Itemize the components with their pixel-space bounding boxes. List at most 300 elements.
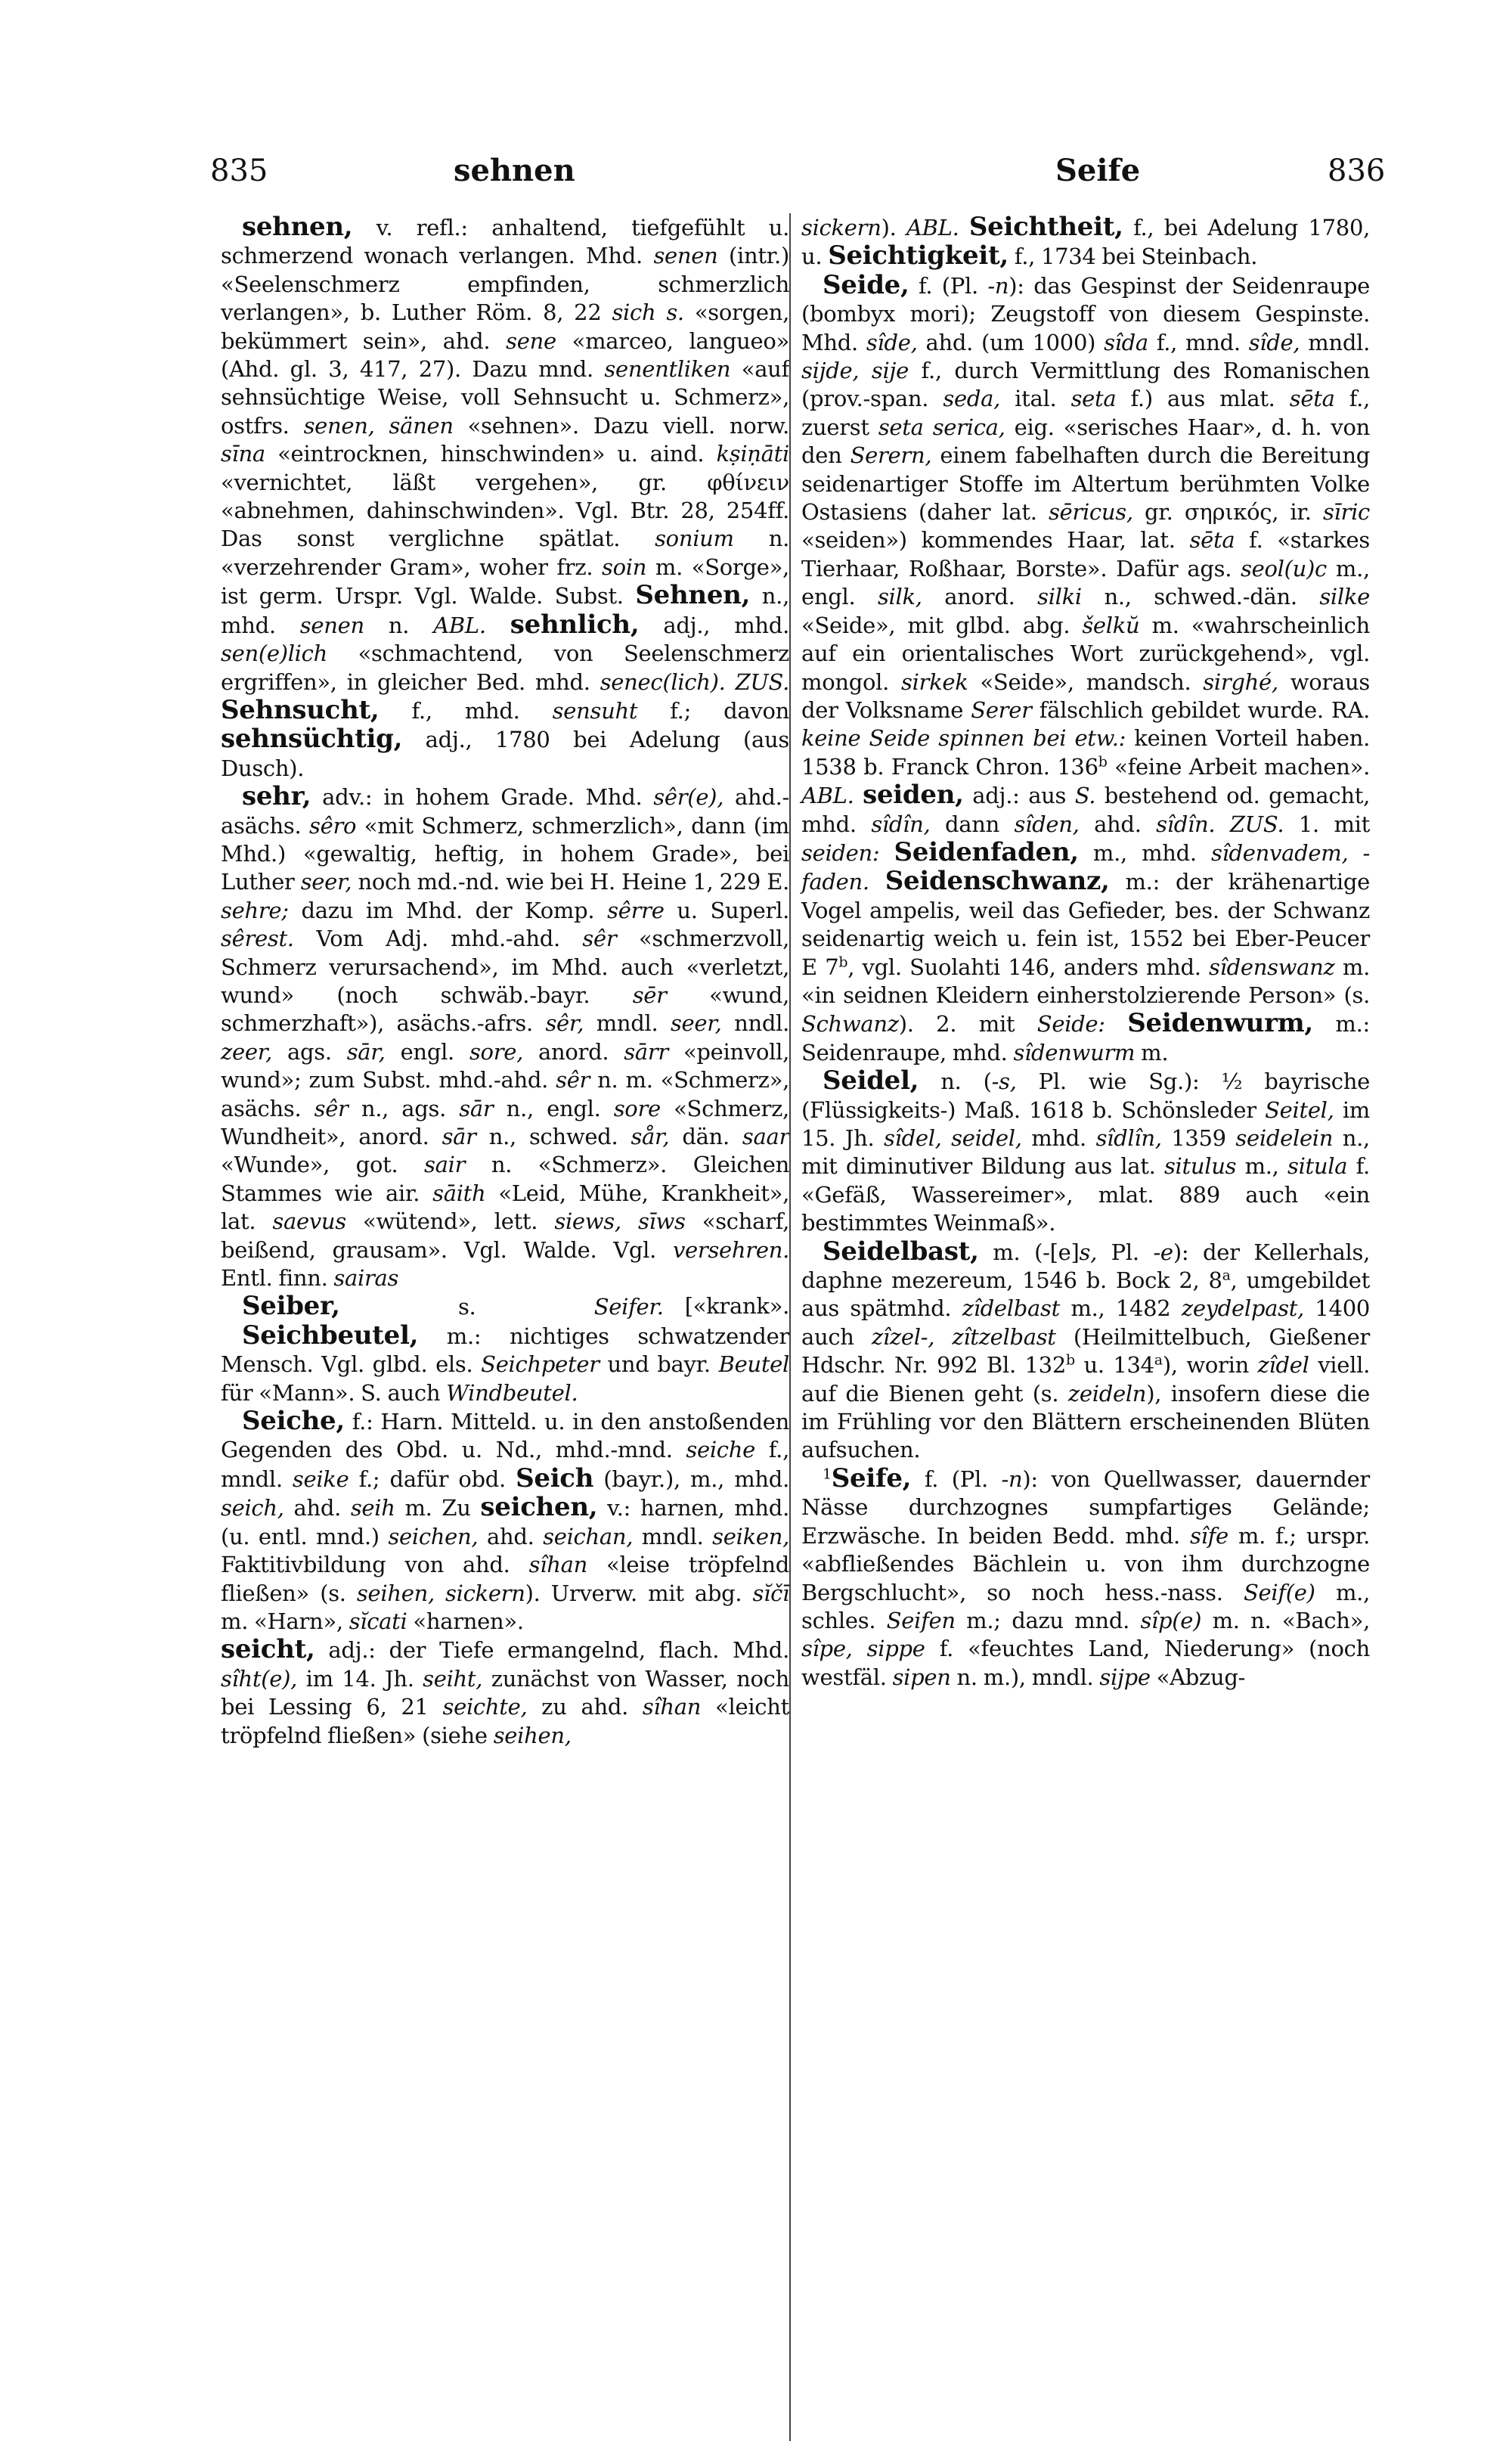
italic-term: sêrre xyxy=(607,897,665,923)
italic-term: ZUS. xyxy=(1229,811,1284,837)
entry-text: «sehnen». Dazu viell. norw. xyxy=(453,412,789,439)
entry-text: mhd. xyxy=(1021,1125,1096,1151)
entry-text: «Abzug- xyxy=(1150,1664,1246,1690)
entry-text: «auf sehnsüchtige Weise, voll Sehnsucht u. Schmerz», ostfrs. xyxy=(221,356,789,439)
italic-term: seichan, xyxy=(543,1523,634,1549)
italic-term: -e xyxy=(1153,1239,1173,1265)
entry-text: dän. xyxy=(669,1124,742,1149)
entry-text xyxy=(869,869,885,895)
entry-text: f. «starkes Tierhaar, Roßhaar, Borste». Dafür ags. xyxy=(801,527,1370,582)
entry-text: «harnen». xyxy=(407,1608,524,1634)
italic-term: seichte, xyxy=(442,1694,528,1720)
entry-text: , vgl. Suolahti 146, anders mhd. xyxy=(847,954,1210,980)
entry-text: «leise tröpfelnd fließen» (s. xyxy=(221,1552,789,1606)
italic-term: sîda xyxy=(1104,329,1148,355)
entry-text: mndl. xyxy=(584,1010,671,1037)
italic-term: ZUS. xyxy=(735,668,790,695)
superscript: a xyxy=(1222,1267,1231,1284)
entry-text: v.: harnen, mhd. (u. entl. mnd.) xyxy=(221,1495,789,1549)
italic-term: senec(lich). xyxy=(600,668,726,695)
entry-text: f., bei Adelung 1780, u. xyxy=(801,215,1371,270)
italic-term: seta serica, xyxy=(878,414,1005,440)
entry-text: f.; dafür obd. xyxy=(349,1466,516,1492)
entry-text: n. «verzehrender Gram», woher frz. xyxy=(221,526,789,580)
entry-text: noch md.-nd. wie bei H. Heine 1, 229 E. xyxy=(352,869,789,895)
italic-term: sĭčī xyxy=(752,1580,790,1606)
headword: Seidel, xyxy=(823,1065,919,1096)
entry-text: f., 1734 bei Steinbach. xyxy=(1008,243,1258,270)
italic-term: sore, xyxy=(469,1038,524,1065)
italic-term: -n xyxy=(987,272,1009,299)
italic-term: zeydelpast, xyxy=(1181,1295,1304,1322)
entry-seiche xyxy=(221,1407,789,1636)
entry-text: «vernichtet, läßt vergehen», gr. φθίνειν «abnehmen, dahinschwinden». Vgl. Btr. 28, 254ff. Das sonst verglichne spätlat. xyxy=(221,469,789,552)
italic-term: saevus xyxy=(272,1208,346,1235)
italic-term: senen xyxy=(653,243,718,269)
italic-term: Seitel, xyxy=(1265,1096,1334,1123)
entry-text: adj.: aus xyxy=(963,783,1075,809)
entry-text: m. «in seidnen Kleidern einherstolzierende Person» (s. xyxy=(801,954,1370,1008)
right-column xyxy=(801,213,1370,1692)
entry-text: , umgebildet aus spätmhd. xyxy=(801,1267,1370,1322)
entry-seide xyxy=(801,271,1370,1067)
italic-term: saar xyxy=(742,1124,790,1149)
entry-text: «Schmerz, Wundheit», anord. xyxy=(221,1095,789,1149)
entry-text: «wütend», lett. xyxy=(345,1208,555,1235)
italic-term: sêrest. xyxy=(221,926,294,952)
italic-term: sîde, xyxy=(866,329,918,355)
italic-term: seda, xyxy=(943,386,1000,412)
headword: seiden, xyxy=(863,780,964,811)
italic-term: silke xyxy=(1319,584,1370,610)
headword: sehnsüchtig, xyxy=(221,724,403,755)
entry-text: s. xyxy=(339,1294,594,1320)
italic-term: sîden, xyxy=(1014,811,1080,837)
headword: Seichtigkeit, xyxy=(828,240,1009,271)
italic-term: seiden: xyxy=(801,839,880,866)
italic-term: sîdenwurm xyxy=(1013,1039,1136,1065)
italic-term: seiche xyxy=(686,1437,755,1463)
entry-text xyxy=(854,783,863,808)
italic-term: -s, xyxy=(991,1069,1017,1095)
italic-term: sĭcati xyxy=(349,1608,407,1634)
italic-term: sîdenswanz xyxy=(1209,954,1335,980)
entry-text: n. xyxy=(364,612,434,638)
entry-text: n. m. «Schmerz», asächs. xyxy=(221,1067,789,1121)
italic-term: Windbeutel. xyxy=(446,1379,578,1406)
entry-text: m.: der krähenartige Vogel ampelis, weil das Gefieder, bes. der Schwanz seidenartig weich u. fein ist, 1552 bei Eber-Peucer E 7 xyxy=(801,869,1371,980)
entry-text: engl. xyxy=(385,1038,469,1065)
entry-text: (bayr.), m., mhd. xyxy=(593,1466,789,1492)
entry-text: u. Superl. xyxy=(664,897,789,923)
entry-text: ): das Gespinst der Seidenraupe (bombyx mori); Zeugstoff von diesem Gespinste. Mhd. xyxy=(801,272,1370,355)
entry-text: nndl. xyxy=(721,1010,789,1037)
entry-text: «Seide», mandsch. xyxy=(968,668,1204,695)
italic-term: sêr xyxy=(582,926,617,952)
italic-term: seta xyxy=(1070,386,1117,412)
entry-text: ): von Quellwasser, dauernder Nässe durchzognes sumpfartiges Gelände; Erzwäsche. In beiden Bedd. mhd. xyxy=(801,1466,1370,1549)
entry-text: m., mhd. xyxy=(1078,839,1211,866)
italic-term: seidelein xyxy=(1235,1125,1334,1151)
entry-text: Pl. xyxy=(1097,1239,1154,1265)
entry-text: ahd.-asächs. xyxy=(221,784,790,839)
italic-term: seer, xyxy=(670,1010,722,1037)
headword: sehnen, xyxy=(242,212,353,242)
italic-term: Schwanz xyxy=(801,1011,899,1038)
entry-text: ), insofern diese die im Frühling vor den Blättern erscheinenden Blüten aufsuchen. xyxy=(801,1380,1370,1463)
entry-text: m.: Seidenraupe, mhd. xyxy=(801,1011,1370,1065)
page-number-right: 836 xyxy=(1328,154,1386,188)
headword: Seiche, xyxy=(242,1406,345,1437)
entry-text: m. (-[e] xyxy=(978,1239,1080,1265)
italic-term: siews, sīws xyxy=(554,1208,686,1235)
italic-term: sairas xyxy=(333,1265,399,1292)
italic-term: ABL. xyxy=(906,215,959,240)
entry-text: «scharf, beißend, grausam». Vgl. Walde. Vgl. xyxy=(221,1208,789,1263)
entry-text: m. xyxy=(1135,1039,1169,1065)
italic-term: situlus xyxy=(1163,1153,1237,1180)
entry-text: n., schwed.-dän. xyxy=(1081,584,1320,610)
italic-term: s, xyxy=(1079,1239,1097,1265)
entry-text: m., engl. xyxy=(801,555,1370,610)
entry-text: f. (Pl. xyxy=(911,1466,1002,1492)
italic-term: sîdîn. xyxy=(1156,811,1216,837)
italic-term: sich s. xyxy=(612,299,684,326)
italic-term: sîfe xyxy=(1190,1522,1228,1549)
superscript: b xyxy=(1065,1351,1075,1369)
entry-text: f.; davon xyxy=(637,697,789,724)
entry-text: m. «wahrscheinlich auf ein orientalisches Wort zurückgehend», vgl. mongol. xyxy=(801,612,1370,695)
entry-text: ahd. xyxy=(478,1523,544,1549)
entry-text: n. m.), mndl. xyxy=(950,1664,1100,1690)
entry-text xyxy=(1105,1011,1128,1037)
italic-term: Seifer. xyxy=(593,1294,664,1320)
italic-term: silki xyxy=(1037,584,1082,610)
entry-seidelbast xyxy=(801,1238,1370,1465)
italic-term: šelkŭ xyxy=(1082,612,1140,638)
italic-term: seih xyxy=(350,1495,395,1521)
italic-term: sêr(e), xyxy=(653,784,724,811)
headword: Seidenwurm, xyxy=(1127,1008,1313,1039)
italic-term: Seichpeter xyxy=(481,1351,600,1378)
italic-term: sîhan xyxy=(642,1694,702,1720)
entry-text: «schmachtend, von Seelenschmerz ergriffen», in gleicher Bed. mhd. xyxy=(221,640,789,695)
italic-term: sāith xyxy=(432,1180,486,1206)
entry-text: eig. «serisches Haar», d. h. von den xyxy=(801,414,1370,469)
headword: Seife, xyxy=(831,1462,912,1493)
headword: Seiber, xyxy=(242,1291,340,1322)
entry-text: n. ( xyxy=(919,1069,992,1095)
italic-term: seiht, xyxy=(423,1665,483,1692)
italic-term: sore xyxy=(613,1095,661,1121)
entry-text: Vom Adj. mhd.-ahd. xyxy=(293,926,583,952)
italic-term: sîhan xyxy=(528,1552,587,1578)
headword: Sehnsucht, xyxy=(221,694,380,725)
entry-text: m. «Harn», xyxy=(221,1608,349,1634)
entry-text: und bayr. xyxy=(599,1351,719,1378)
entry-text: f.) aus mlat. xyxy=(1116,386,1290,412)
entry-text: «leicht tröpfelnd fließen» (siehe xyxy=(221,1694,789,1748)
italic-term: sipen xyxy=(892,1664,951,1690)
headword: Seidelbast, xyxy=(823,1236,979,1267)
italic-term: sēr xyxy=(632,982,667,1008)
italic-term: seihen, xyxy=(493,1722,572,1748)
entry-text: Pl. wie Sg.): ½ bayrische (Flüssigkeits-) Maß. 1618 b. Schönsleder xyxy=(801,1069,1370,1123)
headword: Seichbeutel, xyxy=(242,1320,419,1351)
entry-text: ital. xyxy=(1000,386,1071,412)
italic-term: sîp(e) xyxy=(1140,1607,1202,1633)
italic-term: zeer, xyxy=(221,1038,272,1065)
entry-text: bestehend od. gemacht, mhd. xyxy=(801,783,1370,837)
entry-text: 1359 xyxy=(1161,1125,1236,1151)
italic-term: Beutel xyxy=(718,1351,790,1378)
entry-text: «schmerzvoll, Schmerz verursachend», im Mhd. auch «verletzt, wund» (noch schwäb.-bayr. xyxy=(221,926,789,1008)
entry-text: f., durch Vermittlung des Romanischen (prov.-span. xyxy=(801,358,1370,412)
entry-text: ahd. (um 1000) xyxy=(917,329,1105,355)
italic-term: sirghé, xyxy=(1203,668,1278,695)
entry-text: v. refl.: anhaltend, tiefgefühlt u. schmerzend wonach verlangen. Mhd. xyxy=(221,215,789,269)
entry-text: zu ahd. xyxy=(527,1694,643,1720)
italic-term: seol(u)c xyxy=(1241,555,1328,582)
italic-term: versehren. xyxy=(672,1236,789,1263)
italic-term: sêr, xyxy=(545,1010,584,1037)
entry-text: n. «Schmerz». Gleichen Stammes wie air. xyxy=(221,1152,789,1206)
entry-sehr xyxy=(221,783,789,1292)
entry-text: m., 1482 xyxy=(1059,1295,1182,1322)
italic-term: S. xyxy=(1074,783,1096,809)
entry-text: n., ags. xyxy=(348,1095,460,1121)
entry-text: mndl. xyxy=(1300,329,1371,355)
italic-term: sêr xyxy=(314,1095,349,1121)
headword: seicht, xyxy=(221,1634,315,1665)
entry-text xyxy=(879,840,894,866)
entry-text: n., engl. xyxy=(493,1095,614,1121)
headword: Seich xyxy=(516,1462,594,1493)
entry-text: «sorgen, bekümmert sein», ahd. xyxy=(221,299,789,354)
italic-term: sīna xyxy=(221,441,265,467)
entry-text: adj.: der Tiefe ermangelnd, flach. Mhd. xyxy=(314,1637,789,1664)
headword: Seidenschwanz, xyxy=(885,866,1110,897)
entry-text: «Seide», mit glbd. abg. xyxy=(801,612,1083,638)
entry-text: f., zuerst xyxy=(801,386,1370,440)
italic-term: sêr xyxy=(556,1067,590,1093)
italic-term: sārr xyxy=(624,1038,668,1065)
entry-text: m. Zu xyxy=(395,1495,481,1521)
entry-text: viell. auf die Bienen geht (s. xyxy=(801,1352,1370,1407)
entry-text: «Wunde», got. xyxy=(221,1152,425,1178)
italic-term: seich, xyxy=(221,1495,284,1521)
entry-text: ahd. xyxy=(1079,811,1157,837)
entry-continuation-fragment: [«krank». xyxy=(684,1293,789,1320)
italic-term: sickern xyxy=(801,215,881,240)
italic-term: Seifen xyxy=(886,1607,956,1633)
italic-term: sîpe, sippe xyxy=(801,1636,925,1662)
entry-text: für «Mann». S. auch xyxy=(221,1379,447,1406)
entry-text: n., mit diminutiver Bildung aus lat. xyxy=(801,1125,1370,1180)
italic-term: Serern, xyxy=(850,442,932,469)
entry-text: «wund, schmerzhaft»), asächs.-afrs. xyxy=(221,982,789,1037)
italic-term: zeideln xyxy=(1067,1380,1147,1407)
running-headword-right: Seife xyxy=(1055,153,1141,188)
headword: Seidenfaden, xyxy=(894,836,1079,867)
entry-text: ). Urverw. mit abg. xyxy=(525,1580,753,1606)
headword: seichen, xyxy=(480,1492,598,1523)
entry-text: Entl. finn. xyxy=(221,1265,334,1292)
italic-term: sijde, sije xyxy=(801,358,909,384)
entry-text: (Heilmittelbuch, Gießener Hdschr. Nr. 992 Bl. 132 xyxy=(801,1323,1370,1379)
italic-term: seihen, sickern xyxy=(356,1580,525,1606)
entry-text: woraus der Volksname xyxy=(801,668,1370,723)
entry-text: f.: Harn. Mitteld. u. in den anstoßenden Gegenden des Obd. u. Nd., mhd.-mnd. xyxy=(221,1409,789,1463)
entry-text: anord. xyxy=(523,1038,624,1065)
italic-term: sen(e)lich xyxy=(221,640,327,667)
headword: Seichtheit, xyxy=(968,212,1123,242)
italic-term: sīric xyxy=(1322,499,1370,526)
entry-text: m. n. «Bach», xyxy=(1201,1607,1370,1633)
entry-text: m. «Sorge», ist germ. Urspr. Vgl. Walde. Subst. xyxy=(221,554,789,609)
entry-text: mndl. xyxy=(633,1523,713,1549)
entry-text: m.; dazu mnd. xyxy=(955,1607,1141,1633)
entry-text: fälschlich gebildet wurde. RA. xyxy=(1031,696,1370,723)
italic-term: sār, xyxy=(346,1038,386,1065)
italic-term: sîdel, seidel, xyxy=(884,1125,1022,1151)
italic-term: sijpe xyxy=(1099,1664,1151,1690)
italic-term: sensuht xyxy=(552,697,638,724)
italic-term: sonium xyxy=(655,526,734,552)
italic-term: sîdlîn, xyxy=(1095,1125,1162,1151)
superscript: 1 xyxy=(823,1466,832,1483)
italic-term: kṣiṇāti xyxy=(716,441,789,467)
entry-text: ags. xyxy=(272,1038,347,1065)
entry-text xyxy=(486,613,510,638)
entry-text: f., mndl. xyxy=(221,1437,789,1492)
entry-text: 1400 auch xyxy=(801,1295,1370,1350)
italic-term: seiken, xyxy=(712,1523,790,1549)
italic-term: sār xyxy=(442,1124,476,1149)
italic-term: seike xyxy=(292,1466,349,1492)
italic-term: Seide: xyxy=(1036,1011,1105,1038)
entry-text: «peinvoll, wund»; zum Subst. mhd.-ahd. xyxy=(221,1038,789,1093)
italic-term: sår, xyxy=(631,1124,670,1149)
italic-term: sîde, xyxy=(1248,329,1300,355)
left-column xyxy=(221,213,789,1750)
entry-seidel xyxy=(801,1067,1370,1237)
entry-text: ). 2. mit xyxy=(898,1011,1037,1038)
italic-term: seichen, xyxy=(388,1523,479,1549)
italic-term: sîdîn, xyxy=(871,811,931,837)
entry-text xyxy=(726,669,736,695)
italic-term: sēta xyxy=(1289,386,1335,412)
entry-text: «mit Schmerz, schmerzlich», dann (im Mhd.) «gewaltig, heftig, in hohem Grade», bei Luther xyxy=(221,812,789,895)
italic-term: Serer xyxy=(971,696,1032,723)
italic-term: seer, xyxy=(300,869,352,895)
headword: Sehnen, xyxy=(635,580,751,611)
page-number-left: 835 xyxy=(210,154,268,188)
entry-text: (intr.) «Seelenschmerz empfinden, schmerzlich verlangen», b. Luther Röm. 8, 22 xyxy=(221,243,789,326)
entry-text: ), worin xyxy=(1162,1352,1258,1379)
entry-text xyxy=(959,215,968,240)
italic-term: sehre; xyxy=(221,897,289,923)
italic-term: Seif(e) xyxy=(1243,1579,1315,1605)
entry-text: «feine Arbeit machen». xyxy=(1107,753,1370,780)
entry-text xyxy=(1215,811,1230,837)
entry-seiber xyxy=(221,1292,789,1321)
headword: sehr, xyxy=(242,781,311,812)
column-divider xyxy=(789,213,791,2441)
entry-text: f., mhd. xyxy=(379,697,553,724)
entry-text: f. (Pl. xyxy=(909,272,988,299)
italic-term: -n xyxy=(1001,1466,1023,1492)
italic-term: keine Seide spinnen bei etw.: xyxy=(801,725,1126,752)
italic-term: zîdelbast xyxy=(962,1295,1060,1322)
entry-text: adj., mhd. xyxy=(639,612,789,638)
entry-text: n., mhd. xyxy=(221,583,789,638)
entry-text: anord. xyxy=(922,584,1038,610)
superscript: b xyxy=(1098,753,1108,771)
italic-term: senentliken xyxy=(604,356,731,383)
entry-text: ). xyxy=(881,215,906,240)
entry-text: dann xyxy=(930,811,1015,837)
entry-text: einem fabelhaften durch die Bereitung seidenartiger Stoffe im Altertum berühmten Volke Ostasiens (daher lat. xyxy=(801,442,1370,526)
italic-term: zîdel xyxy=(1257,1352,1309,1379)
italic-term: sêro xyxy=(309,812,357,839)
italic-term: soin xyxy=(602,554,647,580)
entry-text: m., xyxy=(1236,1153,1287,1180)
headword: sehnlich, xyxy=(510,609,640,640)
entry-text: m., schles. xyxy=(801,1579,1370,1633)
entry-text: adj., 1780 bei Adelung (aus Dusch). xyxy=(221,727,789,781)
italic-term: sair xyxy=(424,1152,466,1178)
italic-term: sār xyxy=(459,1095,494,1121)
running-headword-left: sehnen xyxy=(454,153,575,188)
entry-text: m.: nichtiges schwatzender Mensch. Vgl. glbd. els. xyxy=(221,1323,789,1378)
italic-term: ABL. xyxy=(801,783,854,809)
entry-text: n., schwed. xyxy=(476,1124,631,1149)
entry-text: «Leid, Mühe, Krankheit», lat. xyxy=(221,1180,789,1235)
entry-text: ahd. xyxy=(284,1495,351,1521)
entry-text: f. «feuchtes Land, Niederung» (noch westfäl. xyxy=(801,1636,1370,1690)
italic-term: silk, xyxy=(877,584,922,610)
entry-text: im 14. Jh. xyxy=(297,1665,423,1692)
entry-text: keinen Vorteil haben. 1538 b. Franck Chron. 136 xyxy=(801,725,1371,780)
entry-text: zunächst von Wasser, noch bei Lessing 6, 21 xyxy=(221,1665,789,1720)
entry-text: adv.: in hohem Grade. Mhd. xyxy=(311,784,654,811)
entry-text: f. «Gefäß, Wassereimer», mlat. 889 auch «ein bestimmtes Weinmaß». xyxy=(801,1153,1370,1236)
entry-text: ): der Kellerhals, daphne mezereum, 1546 b. Bock 2, 8 xyxy=(801,1239,1370,1294)
entry-sehnen xyxy=(221,213,789,783)
entry-text: «marceo, langueo» (Ahd. gl. 3, 417, 27). Dazu mnd. xyxy=(221,327,789,383)
entry-text: Faktitivbildung von ahd. xyxy=(221,1552,529,1578)
entry-text: im 15. Jh. xyxy=(801,1096,1370,1151)
entry-seichbeutel xyxy=(221,1322,789,1407)
entry-text: f., mnd. xyxy=(1148,329,1249,355)
headword: Seide, xyxy=(823,269,909,300)
entry-text: m. f.; urspr. «abfließendes Bächlein u. von ihm durchzogne Bergschlucht», so noch hess.-nass. xyxy=(801,1522,1370,1605)
italic-term: senen, sänen xyxy=(303,412,454,439)
entry-text: dazu im Mhd. der Komp. xyxy=(288,897,608,923)
italic-term: sēricus, xyxy=(1048,499,1133,526)
italic-term: situla xyxy=(1287,1153,1348,1180)
superscript: b xyxy=(838,953,848,970)
entry-text: 1. mit xyxy=(1284,811,1370,837)
italic-term: senen xyxy=(299,612,364,638)
entry-seicht-cont xyxy=(801,213,1370,271)
italic-term: sirkek xyxy=(900,668,968,695)
entry-seicht xyxy=(221,1636,789,1750)
superscript: a xyxy=(1154,1351,1163,1369)
entry-text: «seiden») kommendes Haar, lat. xyxy=(801,527,1190,554)
entry-text: «eintrocknen, hinschwinden» u. aind. xyxy=(265,441,717,467)
